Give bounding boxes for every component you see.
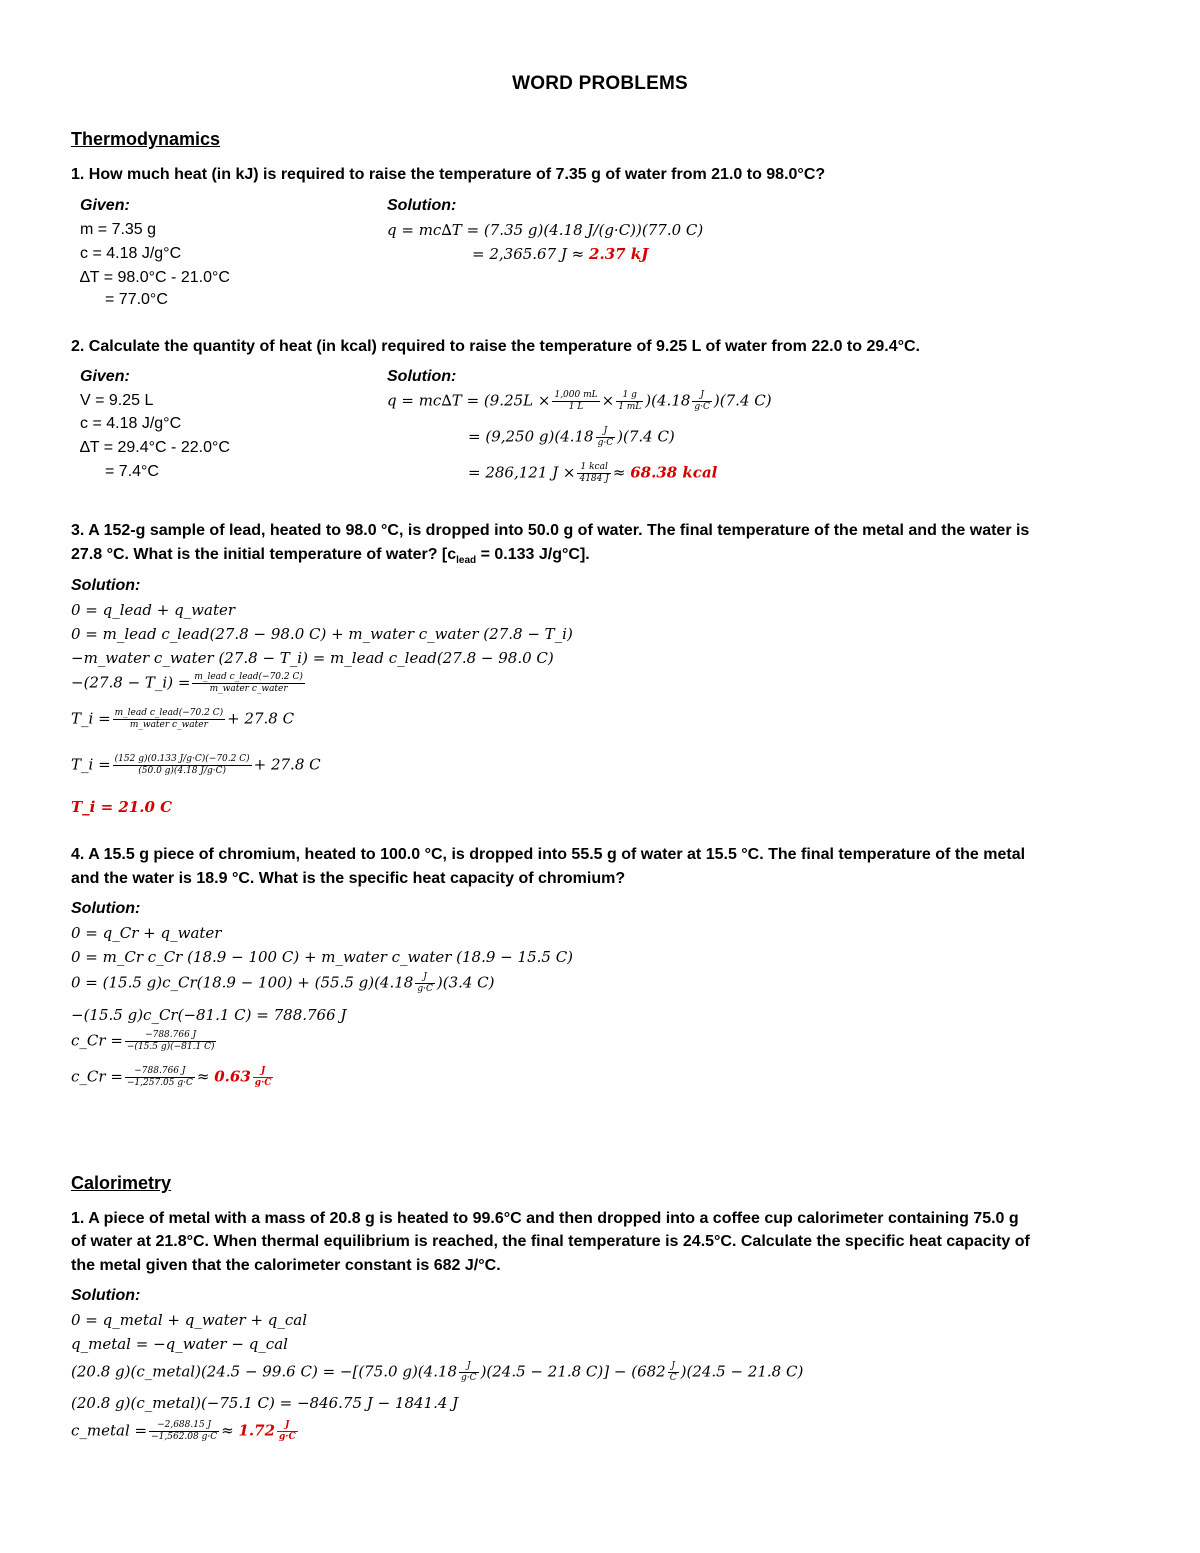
solution-line: 0 = (15.5 g)c_Cr(18.9 − 100) + (55.5 g)(4.18 $\frac{J}{g\cdot C}$ )(3.4 C)	[71, 972, 495, 994]
fraction: $\frac{(152 g)(0.133 J/g\cdot C)(-70.2 C)}{(50.0 g)(4.18 J/g\cdot C)}$	[114, 754, 250, 776]
given-item: c = 4.18 J/g°C	[80, 415, 182, 432]
answer: 2.37 kJ	[589, 245, 649, 263]
solution-label: Solution:	[71, 1287, 141, 1304]
fraction: $\frac{1 g}{1 mL}$	[618, 390, 642, 412]
given-label: Given:	[80, 197, 130, 214]
solution-line	[468, 462, 717, 485]
calorimetry-problem-1-question-line: the metal given that the calorimeter constant is 682 J/°C.	[71, 1257, 501, 1274]
solution-text: = (9,250 g)(4.18	[468, 427, 594, 446]
solution-line	[472, 245, 648, 263]
fraction: $\frac{J}{g\cdot C}$	[694, 390, 710, 412]
fraction: $\frac{\text{m\_lead c\_lead(−70.2 C)}}{\text{m\_water c\_water}}$	[194, 672, 303, 694]
problem-4-question-line: 4. A 15.5 g piece of chromium, heated to 100.0 °C, is dropped into 55.5 g of water at 15.5 °C. The final temperature of the metal	[71, 846, 1026, 863]
solution-label: Solution:	[387, 368, 457, 385]
solution-text: = 286,121 J ×	[468, 463, 576, 482]
problem-3-question-line: 27.8 °C. What is the initial temperature of water? [$c_{lead} = 0.133$ J/g°C].	[71, 546, 590, 567]
solution-line: (20.8 g)(c_metal)(−75.1 C) = −846.75 J − 1841.4 J	[71, 1394, 459, 1412]
solution-line: T_i = $\frac{(152 g)(0.133 J/g\cdot C)(-70.2 C)}{(50.0 g)(4.18 J/g\cdot C)}$ + 27.8 C	[71, 754, 321, 776]
fraction: $\frac{-788.766 J}{-(15.5 g)(-81.1 C)}$	[126, 1030, 215, 1052]
given-label: Given:	[80, 368, 130, 385]
solution-line: 0 = q_metal + q_water + q_cal	[71, 1311, 308, 1329]
solution-line: c_Cr = $\frac{-788.766 J}{-(15.5 g)(-81.1 C)}$	[71, 1030, 215, 1052]
solution-line	[468, 426, 675, 449]
fraction: $\frac{J}{g\cdot C}$	[461, 1361, 477, 1383]
solution-line: 0 = q_Cr + q_water	[71, 924, 222, 942]
given-item: c = 4.18 J/g°C	[80, 245, 182, 262]
given-item: m = 7.35 g	[80, 221, 157, 238]
fraction: $\frac{1,000 mL}{1 L}$	[554, 390, 598, 412]
problem-4-question-line: and the water is 18.9 °C. What is the specific heat capacity of chromium?	[71, 870, 626, 887]
solution-text: )(7.4 C)	[713, 391, 772, 410]
solution-line: q_metal = −q_water − q_cal	[71, 1335, 288, 1353]
solution-text: )(4.18	[645, 391, 691, 410]
answer: 1.72	[238, 1421, 276, 1440]
answer-unit: $\frac{J}{g\cdot C}$	[254, 1066, 272, 1088]
problem-2-question: 2. Calculate the quantity of heat (in kcal) required to raise the temperature of 9.25 L of water from 22.0 to 29.4°C.	[71, 338, 920, 355]
solution-line: c_metal = $\frac{-2,688.15 J}{-1,562.08 g\cdot C}$ ≈ 1.72 $\frac{J}{g\cdot C}$	[71, 1420, 296, 1442]
calorimetry-problem-1-question-line: 1. A piece of metal with a mass of 20.8 g is heated to 99.6°C and then dropped into a coffee cup calorimeter containing 75.0 g	[71, 1210, 1019, 1227]
page-title: WORD PROBLEMS	[512, 73, 688, 94]
solution-text: )(7.4 C)	[617, 427, 675, 446]
solution-text: q = mc∆T = (9.25L ×	[387, 391, 551, 410]
problem-1-question: 1. How much heat (in kJ) is required to raise the temperature of 7.35 g of water from 21.0 to 98.0°C?	[71, 166, 826, 183]
given-item: ∆T = 29.4°C - 22.0°C	[80, 439, 230, 456]
fraction: $\frac{\text{1 kcal}}{4184 J}$	[579, 462, 609, 484]
fraction: $\frac{-2,688.15 J}{-1,562.08 g\cdot C}$	[151, 1420, 218, 1442]
solution-label: Solution:	[71, 577, 141, 594]
solution-line: 0 = m_lead c_lead(27.8 − 98.0 C) + m_water c_water (27.8 − T_i)	[71, 625, 573, 643]
solution-line: T_i = $\frac{\text{m\_lead c\_lead(−70.2 C)}}{\text{m\_water c\_water}}$ + 27.8 C	[71, 708, 295, 730]
solution-line: 0 = m_Cr c_Cr (18.9 − 100 C) + m_water c_water (18.9 − 15.5 C)	[71, 948, 574, 966]
solution-line: c_Cr = $\frac{-788.766 J}{-1,257.05 g\cdot C}$ ≈ 0.63 $\frac{J}{g\cdot C}$	[71, 1066, 272, 1088]
answer-unit: $\frac{J}{g\cdot C}$	[279, 1420, 296, 1442]
fraction: $\frac{J}{g\cdot C}$	[597, 426, 614, 448]
answer: 0.63	[214, 1067, 251, 1086]
problem-3-question-line: 3. A 152-g sample of lead, heated to 98.0 °C, is dropped into 50.0 g of water. The final temperature of the metal and the water is	[71, 522, 1030, 539]
fraction: $\frac{\text{m\_lead c\_lead(−70.2 C)}}{\text{m\_water c\_water}}$	[114, 708, 224, 730]
fraction: $\frac{-788.766 J}{-1,257.05 g\cdot C}$	[126, 1066, 193, 1088]
solution-text: ≈	[612, 463, 626, 482]
answer: 68.38 kcal	[630, 463, 718, 482]
fraction: $\frac{J}{g\cdot C}$	[417, 972, 433, 994]
solution-line: −(15.5 g)c_Cr(−81.1 C) = 788.766 J	[71, 1006, 347, 1024]
solution-line: −m_water c_water (27.8 − T_i) = m_lead c_lead(27.8 − 98.0 C)	[71, 649, 554, 667]
solution-label: Solution:	[71, 900, 141, 917]
given-item: ∆T = 98.0°C - 21.0°C	[80, 269, 230, 286]
solution-line: 0 = q_lead + q_water	[71, 601, 236, 619]
fraction: $\frac{J}{C}$	[669, 1361, 677, 1383]
section-heading-thermodynamics: Thermodynamics	[71, 129, 221, 149]
given-item: = 77.0°C	[105, 291, 168, 308]
solution-text: = 2,365.67 J ≈	[472, 245, 585, 263]
given-item: = 7.4°C	[105, 463, 159, 480]
calorimetry-problem-1-question-line: of water at 21.8°C. When thermal equilibrium is reached, the final temperature is 24.5°C. Calculate the specific heat capacity of	[71, 1233, 1030, 1250]
solution-label: Solution:	[387, 197, 457, 214]
solution-line: q = mc∆T = (7.35 g)(4.18 J/(g·C))(77.0 C)	[387, 221, 704, 239]
section-heading-calorimetry: Calorimetry	[71, 1173, 172, 1193]
solution-line: −(27.8 − T_i) = $\frac{\text{m\_lead c\_lead(−70.2 C)}}{\text{m\_water c\_water}}$	[71, 672, 303, 694]
solution-line: q = mc∆T = (9.25L × $\frac{1,000 mL}{1 L}$ × $\frac{1 g}{1 mL}$ )(4.18 $\frac{J}{g\cdot C}$ )(7.4 C)	[387, 390, 772, 412]
solution-line: (20.8 g)(c_metal)(24.5 − 99.6 C) = −[(75.0 g)(4.18 $\frac{J}{g\cdot C}$ )(24.5 − 21.8 C)] − (682 $\frac{J}{C}$ )(24.5 − 21.8 C)	[71, 1361, 804, 1383]
given-item: V = 9.25 L	[80, 392, 154, 409]
answer: T_i = 21.0 C	[71, 798, 173, 816]
